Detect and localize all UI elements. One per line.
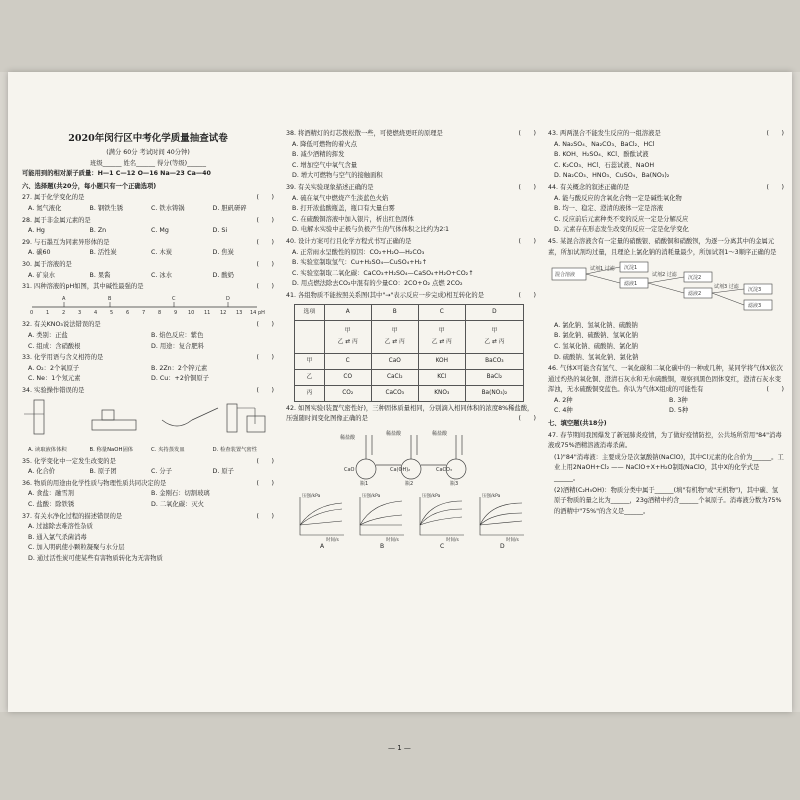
option: D. 通过活性炭可使某些有害物质转化为无害物质: [28, 555, 163, 562]
option: B. KOH、H₂SO₄、KCl、酚酞试液: [554, 151, 649, 159]
question-29: 29. 与石墨互为同素异形体的是 ( ): [22, 238, 274, 246]
option: A. 食盐：融雪剂: [28, 490, 74, 498]
svg-text:0: 0: [30, 309, 34, 315]
option: B. 钢铁生锈: [89, 204, 124, 212]
svg-text:D: D: [226, 295, 230, 302]
svg-text:7: 7: [142, 309, 146, 315]
option: B: [380, 543, 385, 550]
option: C. 冰水: [151, 271, 172, 279]
table-cell: B: [371, 304, 418, 320]
table-cell: CaCO₃: [371, 385, 418, 401]
question-30-options: [22, 271, 274, 282]
table-cell: C: [324, 353, 371, 369]
question-33-options: [22, 364, 274, 385]
option: A. 碳60: [28, 249, 51, 257]
question-34-options: [22, 445, 274, 456]
flask-apparatus-diagram: [286, 425, 536, 487]
question-35-options: [22, 467, 274, 478]
option: B. 金刚石：切割玻璃: [151, 490, 210, 498]
flow-node: 滤液1: [624, 281, 638, 288]
column-3: [548, 128, 784, 517]
student-fields: 班级______ 姓名______ 得分(等级)______: [90, 159, 206, 167]
flow-node: 混合溶液: [555, 272, 576, 279]
question-43-options: [548, 140, 784, 182]
svg-text:14 pH: 14 pH: [250, 309, 265, 315]
option: A: [320, 543, 325, 550]
lab-operations-diagram: [22, 396, 272, 440]
table-row: [295, 385, 524, 401]
option: A. 氮气液化: [28, 204, 62, 212]
axis-label: 时间/s: [506, 538, 519, 544]
flow-step: 试剂2 过滤: [652, 272, 677, 279]
background-top: [0, 0, 800, 72]
option: D. 原子: [212, 468, 234, 476]
option: A. O₂：2个氧原子: [28, 364, 80, 372]
table-cell: 乙: [295, 369, 325, 385]
relation-diagram: 甲 乙 ⇄ 丙: [371, 320, 418, 353]
column-1: [22, 132, 274, 565]
option: C. 加入明矾使小颗粒凝聚与水分层: [28, 544, 125, 552]
column-2: [286, 128, 536, 554]
option: B. 实验室制取氢气：Cu+H₂SO₄—CuSO₄+H₂↑: [292, 259, 428, 267]
table-cell: KOH: [418, 353, 465, 369]
ph-scale-diagram: [22, 293, 272, 315]
svg-text:1: 1: [46, 309, 50, 315]
option: C. 增加空气中氧气含量: [292, 161, 358, 169]
question-46-options: [548, 396, 784, 417]
option: C: [440, 543, 445, 550]
table-cell: CaCl₂: [371, 369, 418, 385]
question-45: 45. 某混合溶液含有一定量的硝酸银、硝酸铜和硝酸钡，为逐一分离其中的金属元素，所加试剂均过量，且理论上氯化钠的消耗量最少，所加试剂1～3顺序正确的是: [548, 237, 777, 256]
question-44: 44. 有关概念的叙述正确的是 ( ): [548, 183, 784, 191]
acid-label: 稀盐酸: [340, 434, 356, 441]
option: A. 硫在氧气中燃烧产生淡蓝色火焰: [292, 194, 389, 202]
table-cell: BaCl₂: [465, 369, 523, 385]
svg-text:8: 8: [158, 309, 162, 315]
axis-label: 时间/s: [446, 538, 459, 544]
option: A. 2种: [554, 396, 573, 404]
option: C. Mg: [151, 227, 169, 235]
question-47-part-1: (1)"84"消毒液：主要成分是次氯酸钠(NaClO)，其中Cl元素的化合价为______。工业上用2NaOH+Cl₂ —— NaClO+X+H₂O制取NaClO，其中X的化学式是______。: [554, 453, 784, 483]
option: D. 硫酸钠、氢氧化钠、氯化钠: [554, 353, 639, 361]
question-32: 32. 有关KNO₃说法错误的是 ( ): [22, 321, 274, 329]
question-44-options: [548, 194, 784, 236]
option: A. 能与酸反应的含氧化合物一定是碱性氧化物: [554, 194, 682, 202]
relation-diagram: 甲 乙 ⇄ 丙: [324, 320, 371, 353]
axis-label: 压强/kPa: [302, 494, 321, 500]
option: D: [500, 543, 505, 550]
option: D. 用点燃法除去CO₂中混有的少量CO：2CO+O₂ 点燃 2CO₂: [292, 280, 463, 288]
table-cell: CO₂: [324, 385, 371, 401]
axis-label: 时间/s: [386, 538, 399, 544]
question-40-options: [286, 248, 536, 290]
option: C. 反应前后元素种类不变的反应一定是分解反应: [554, 215, 689, 223]
question-37: 37. 有关水净化过程的描述错误的是 ( ): [22, 512, 274, 520]
table-cell: 甲: [295, 353, 325, 369]
option: C. 实验室制取二氧化碳：CaCO₃+H₂SO₄—CaSO₄+H₂O+CO₂↑: [292, 269, 474, 277]
flow-node: 滤液2: [688, 291, 702, 298]
question-43: 43. 两两混合不能发生反应的一组溶液是 ( ): [548, 130, 784, 137]
table-cell: Ba(NO₃)₂: [465, 385, 523, 401]
table-cell: BaCO₃: [465, 353, 523, 369]
svg-text:5: 5: [110, 309, 114, 315]
acid-label: 稀盐酸: [432, 430, 448, 437]
atomic-mass-line: 可能用到的相对原子质量：H—1 C—12 O—16 Na—23 Ca—40: [22, 170, 211, 178]
relation-diagram-row: [295, 320, 524, 353]
question-28: 28. 属于非金属元素的是 ( ): [22, 216, 274, 224]
question-47: 47. 春节期间我国爆发了新冠肺炎疫情，为了做好疫情防控，公共场所常用"84"消毒液或75%酒精溶液消毒杀菌。: [548, 431, 782, 450]
separation-flowchart: [548, 258, 784, 316]
question-41: 41. 各组物质不能按照关系图(其中"→"表示反应一步完成)相互转化的是 ( ): [286, 291, 536, 299]
section-6-heading: 六、选择题(共20分，每小题只有一个正确选项): [22, 182, 157, 190]
table-cell: C: [418, 304, 465, 320]
svg-text:2: 2: [62, 309, 66, 315]
question-36: 36. 物质的用途由化学性质与物理性质共同决定的是 ( ): [22, 479, 274, 487]
solid-label: CaCO₃: [436, 466, 452, 473]
question-33: 33. 化学用语与含义相符的是 ( ): [22, 354, 274, 362]
question-36-options: [22, 489, 274, 510]
flow-step: 试剂3 过滤: [714, 284, 739, 291]
option: A. 类别：正盐: [28, 331, 68, 339]
background-bottom: [0, 712, 800, 800]
question-46: 46. 气体X可能含有氢气、一氧化碳和二氧化碳中的一种或几种，某同学将气体X依次通过灼热的氧化铜、澄清石灰水和无水硫酸铜，观察到黑色固体变红，澄清石灰水变浑浊，无水硫酸铜变蓝色。你认为气体X组成的可能性有 ( ): [548, 365, 784, 394]
svg-text:A: A: [62, 295, 66, 302]
option: B. 称量NaOH固体: [89, 447, 134, 454]
table-cell: KCl: [418, 369, 465, 385]
option: A. 降低可燃物的着火点: [292, 140, 357, 148]
question-39: 39. 有关实验现象描述正确的是 ( ): [286, 183, 536, 191]
exam-title: 2020年闵行区中考化学质量抽查试卷: [68, 133, 228, 144]
table-cell: [295, 320, 325, 353]
question-40: 40. 设计方案可行且化学方程式书写正确的是 ( ): [286, 237, 536, 245]
option: D. 焦炭: [212, 249, 234, 257]
option: C. 氢氧化钠、硫酸钠、氯化钠: [554, 342, 638, 350]
svg-text:4: 4: [94, 309, 98, 315]
question-45-options: [548, 321, 784, 363]
option: D. 增大可燃物与空气的接触面积: [292, 172, 383, 180]
option: B. 2Zn：2个锌元素: [151, 364, 208, 372]
option: B. 原子团: [89, 468, 117, 476]
flow-node: 沉淀3: [748, 287, 762, 294]
flow-step: 试剂1 过滤: [590, 266, 615, 273]
option: D. 电解水实验中正极与负极产生的气体体积之比约为2∶1: [292, 226, 450, 234]
bottle-label: 瓶3: [450, 480, 459, 487]
svg-text:10: 10: [188, 309, 195, 315]
option: A. 化合价: [28, 468, 56, 476]
exam-paper: [8, 72, 792, 752]
svg-text:B: B: [108, 295, 112, 302]
option: A. 氯化钠、氢氧化钠、硫酸钠: [554, 321, 638, 329]
option: D. 酸奶: [212, 271, 234, 279]
bottle-label: 瓶2: [405, 480, 414, 487]
option: B. 活性炭: [89, 249, 117, 257]
axis-label: 压强/kPa: [362, 494, 381, 500]
option: D. 元素存在形态发生改变的反应一定是化学变化: [554, 226, 689, 234]
option: D. 检查装置气密性: [212, 447, 258, 454]
svg-text:9: 9: [174, 309, 178, 315]
axis-label: 压强/kPa: [482, 494, 501, 500]
question-38-options: [286, 140, 536, 182]
table-header-row: [295, 304, 524, 320]
question-29-options: [22, 248, 274, 259]
pressure-graphs: [286, 491, 536, 549]
solid-label: Ca(OH)₂: [390, 466, 411, 473]
option: C. 4种: [554, 407, 573, 415]
option: A. 矿泉水: [28, 271, 56, 279]
option: B. 氯化钠、硫酸钠、氢氧化钠: [554, 332, 638, 340]
question-32-options: [22, 331, 274, 352]
question-28-options: [22, 226, 274, 237]
option: A. 正常雨水呈酸性的原因：CO₂+H₂O—H₂CO₃: [292, 248, 425, 256]
table-row: [295, 353, 524, 369]
section-7-heading: 七、填空题(共18分): [548, 420, 607, 428]
option: B. 3种: [669, 396, 688, 404]
option: A. Hg: [28, 227, 45, 235]
option: C. K₂CO₃、HCl、石蕊试液、NaOH: [554, 161, 655, 169]
option: D. Si: [212, 227, 228, 235]
question-38: 38. 将酒精灯的灯芯拨松散一些，可使燃烧更旺的原理是 ( ): [286, 130, 536, 137]
option: C. Ne：1个氖元素: [28, 375, 81, 383]
option: D. 用途：复合肥料: [151, 342, 204, 350]
question-27-options: [22, 204, 274, 215]
option: C. 组成：含硝酸根: [28, 342, 81, 350]
option: B. 通入氯气杀菌消毒: [28, 533, 87, 541]
table-cell: KNO₃: [418, 385, 465, 401]
option: D. Na₂CO₃、HNO₃、CuSO₄、Ba(NO₃)₂: [554, 172, 670, 180]
flow-node: 沉淀2: [688, 275, 702, 282]
relation-diagram: 甲 乙 ⇄ 丙: [465, 320, 523, 353]
question-30: 30. 属于溶液的是 ( ): [22, 260, 274, 268]
option: D. Cu：+2价铜原子: [151, 375, 210, 383]
exam-info: (满分 60分 考试时间 40分钟): [106, 149, 190, 156]
option: A. 读取液体体积: [28, 447, 67, 454]
option: A. 过滤除去难溶性杂质: [28, 523, 93, 531]
option: D. 5种: [669, 407, 689, 415]
option: D. 胆矾研碎: [212, 204, 247, 212]
svg-text:C: C: [172, 295, 176, 302]
table-cell: A: [324, 304, 371, 320]
flow-node: 滤液3: [748, 303, 762, 310]
option: B. 焰色反应：紫色: [151, 331, 204, 339]
option: B. 果酱: [89, 271, 111, 279]
question-35: 35. 化学变化中一定发生改变的是 ( ): [22, 457, 274, 465]
option: C. 铁水铸锅: [151, 204, 185, 212]
option: B. 减少酒精的挥发: [292, 151, 345, 159]
option: C. 木炭: [151, 249, 172, 257]
acid-label: 稀盐酸: [386, 430, 402, 437]
axis-label: 压强/kPa: [422, 494, 441, 500]
svg-text:3: 3: [78, 309, 82, 315]
option: C. 盐酸：除铁锈: [28, 501, 75, 509]
question-34: 34. 实验操作错误的是 ( ): [22, 386, 274, 394]
svg-text:13: 13: [236, 309, 243, 315]
page-number: — 1 —: [388, 744, 411, 752]
axis-label: 时间/s: [326, 538, 339, 544]
table-cell: D: [465, 304, 523, 320]
option: D. 二氧化碳：灭火: [151, 501, 204, 509]
option: A. Na₂SO₄、Na₂CO₃、BaCl₂、HCl: [554, 140, 655, 148]
question-27: 27. 属于化学变化的是 ( ): [22, 194, 274, 202]
option: B. 均一、稳定、澄清的液体一定是溶液: [554, 205, 664, 213]
question-37-options: [22, 522, 274, 564]
svg-text:12: 12: [220, 309, 227, 315]
question-31: 31. 四种溶液的pH如图，其中碱性最强的是 ( ): [22, 283, 274, 291]
table-cell: CO: [324, 369, 371, 385]
question-42: 42. 如图实验(装置气密性好)，三种固体质量相同，分别滴入相同体积的浓度8%稀盐酸，压强随时间变化图像正确的是 ( ): [286, 404, 536, 423]
table-cell: 丙: [295, 385, 325, 401]
option: B. 打开浓盐酸瓶盖，瓶口有大量白雾: [292, 205, 395, 213]
table-cell: CaO: [371, 353, 418, 369]
flow-node: 沉淀1: [624, 265, 638, 272]
svg-text:11: 11: [204, 309, 211, 315]
relation-diagram: 甲 乙 ⇄ 丙: [418, 320, 465, 353]
question-41-table: [294, 304, 524, 402]
bottle-label: 瓶1: [360, 480, 369, 487]
option: C. 夹持蒸发皿: [151, 447, 185, 454]
option: C. 分子: [151, 468, 172, 476]
solid-label: CaO: [344, 466, 355, 473]
question-47-part-2: (2)酒精(C₂H₅OH)：物质分类中属于______(填"有机物"或"无机物")，其中碳、氢原子物质的量之比为______，23g酒精中约含______个氧原子。消毒液分数为75%的酒精中"75%"的含义是______。: [554, 486, 782, 515]
table-cell: 选项: [295, 304, 325, 320]
table-row: [295, 369, 524, 385]
svg-text:6: 6: [126, 309, 130, 315]
question-39-options: [286, 194, 536, 236]
option: C. 在硫酸铜溶液中加入银片，析出红色固体: [292, 215, 414, 223]
option: B. Zn: [89, 227, 107, 235]
